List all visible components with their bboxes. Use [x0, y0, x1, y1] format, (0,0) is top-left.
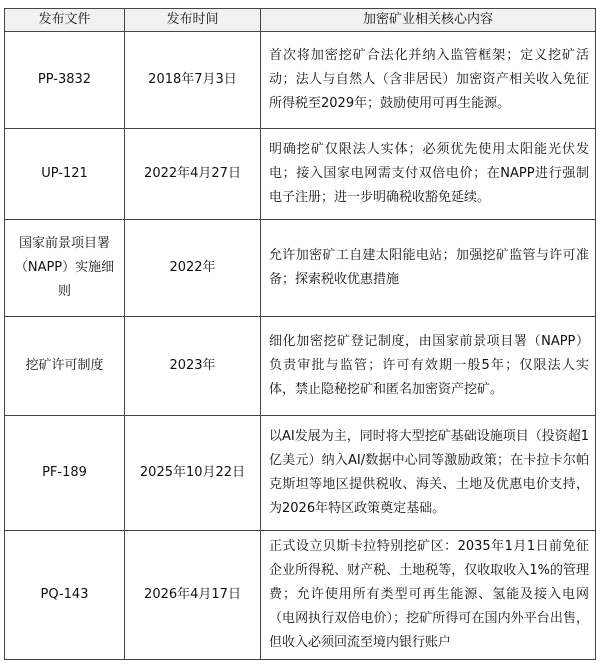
table-row	[5, 317, 596, 416]
cell-file: PF-189	[5, 416, 125, 531]
cell-date: 2018年7月3日	[125, 32, 261, 129]
header-date: 发布时间	[125, 9, 261, 32]
cell-content: 明确挖矿仅限法人实体；必须优先使用太阳能光伏发电；接入国家电网需支付双倍电价；在NAPP进行强制电子注册；进一步明确税收豁免延续。	[261, 129, 596, 220]
header-content: 加密矿业相关核心内容	[261, 9, 596, 32]
cell-file: UP-121	[5, 129, 125, 220]
table-header	[5, 9, 596, 32]
table-row	[5, 416, 596, 531]
table-row	[5, 32, 596, 129]
page	[0, 8, 600, 660]
header-row	[5, 9, 596, 32]
cell-content: 允许加密矿工自建太阳能电站；加强挖矿监管与许可准备；探索税收优惠措施	[261, 220, 596, 317]
table-body	[5, 32, 596, 660]
table-row	[5, 531, 596, 660]
cell-date: 2022年4月27日	[125, 129, 261, 220]
cell-date: 2026年4月17日	[125, 531, 261, 660]
cell-file: PP-3832	[5, 32, 125, 129]
cell-date: 2023年	[125, 317, 261, 416]
table-row	[5, 220, 596, 317]
cell-file: 国家前景项目署（NAPP）实施细则	[5, 220, 125, 317]
policy-table	[4, 8, 596, 660]
cell-content: 首次将加密挖矿合法化并纳入监管框架；定义挖矿活动；法人与自然人（含非居民）加密资产相关收入免征所得税至2029年；鼓励使用可再生能源。	[261, 32, 596, 129]
cell-content: 正式设立贝斯卡拉特别挖矿区：2035年1月1日前免征企业所得税、财产税、土地税等，仅收取收入1%的管理费；允许使用所有类型可再生能源、氢能及接入电网（电网执行双倍电价）；挖矿所得可在国内外平台出售，但收入必须回流至境内银行账户	[261, 531, 596, 660]
cell-date: 2022年	[125, 220, 261, 317]
cell-file: PQ-143	[5, 531, 125, 660]
header-file: 发布文件	[5, 9, 125, 32]
cell-date: 2025年10月22日	[125, 416, 261, 531]
cell-content: 细化加密挖矿登记制度，由国家前景项目署（NAPP）负责审批与监管；许可有效期一般5年；仅限法人实体，禁止隐秘挖矿和匿名加密资产挖矿。	[261, 317, 596, 416]
table-row	[5, 129, 596, 220]
cell-file: 挖矿许可制度	[5, 317, 125, 416]
cell-content: 以AI发展为主，同时将大型挖矿基础设施项目（投资超1亿美元）纳入AI/数据中心同等激励政策；在卡拉卡尔帕克斯坦等地区提供税收、海关、土地及优惠电价支持，为2026年特区政策奠定基础。	[261, 416, 596, 531]
